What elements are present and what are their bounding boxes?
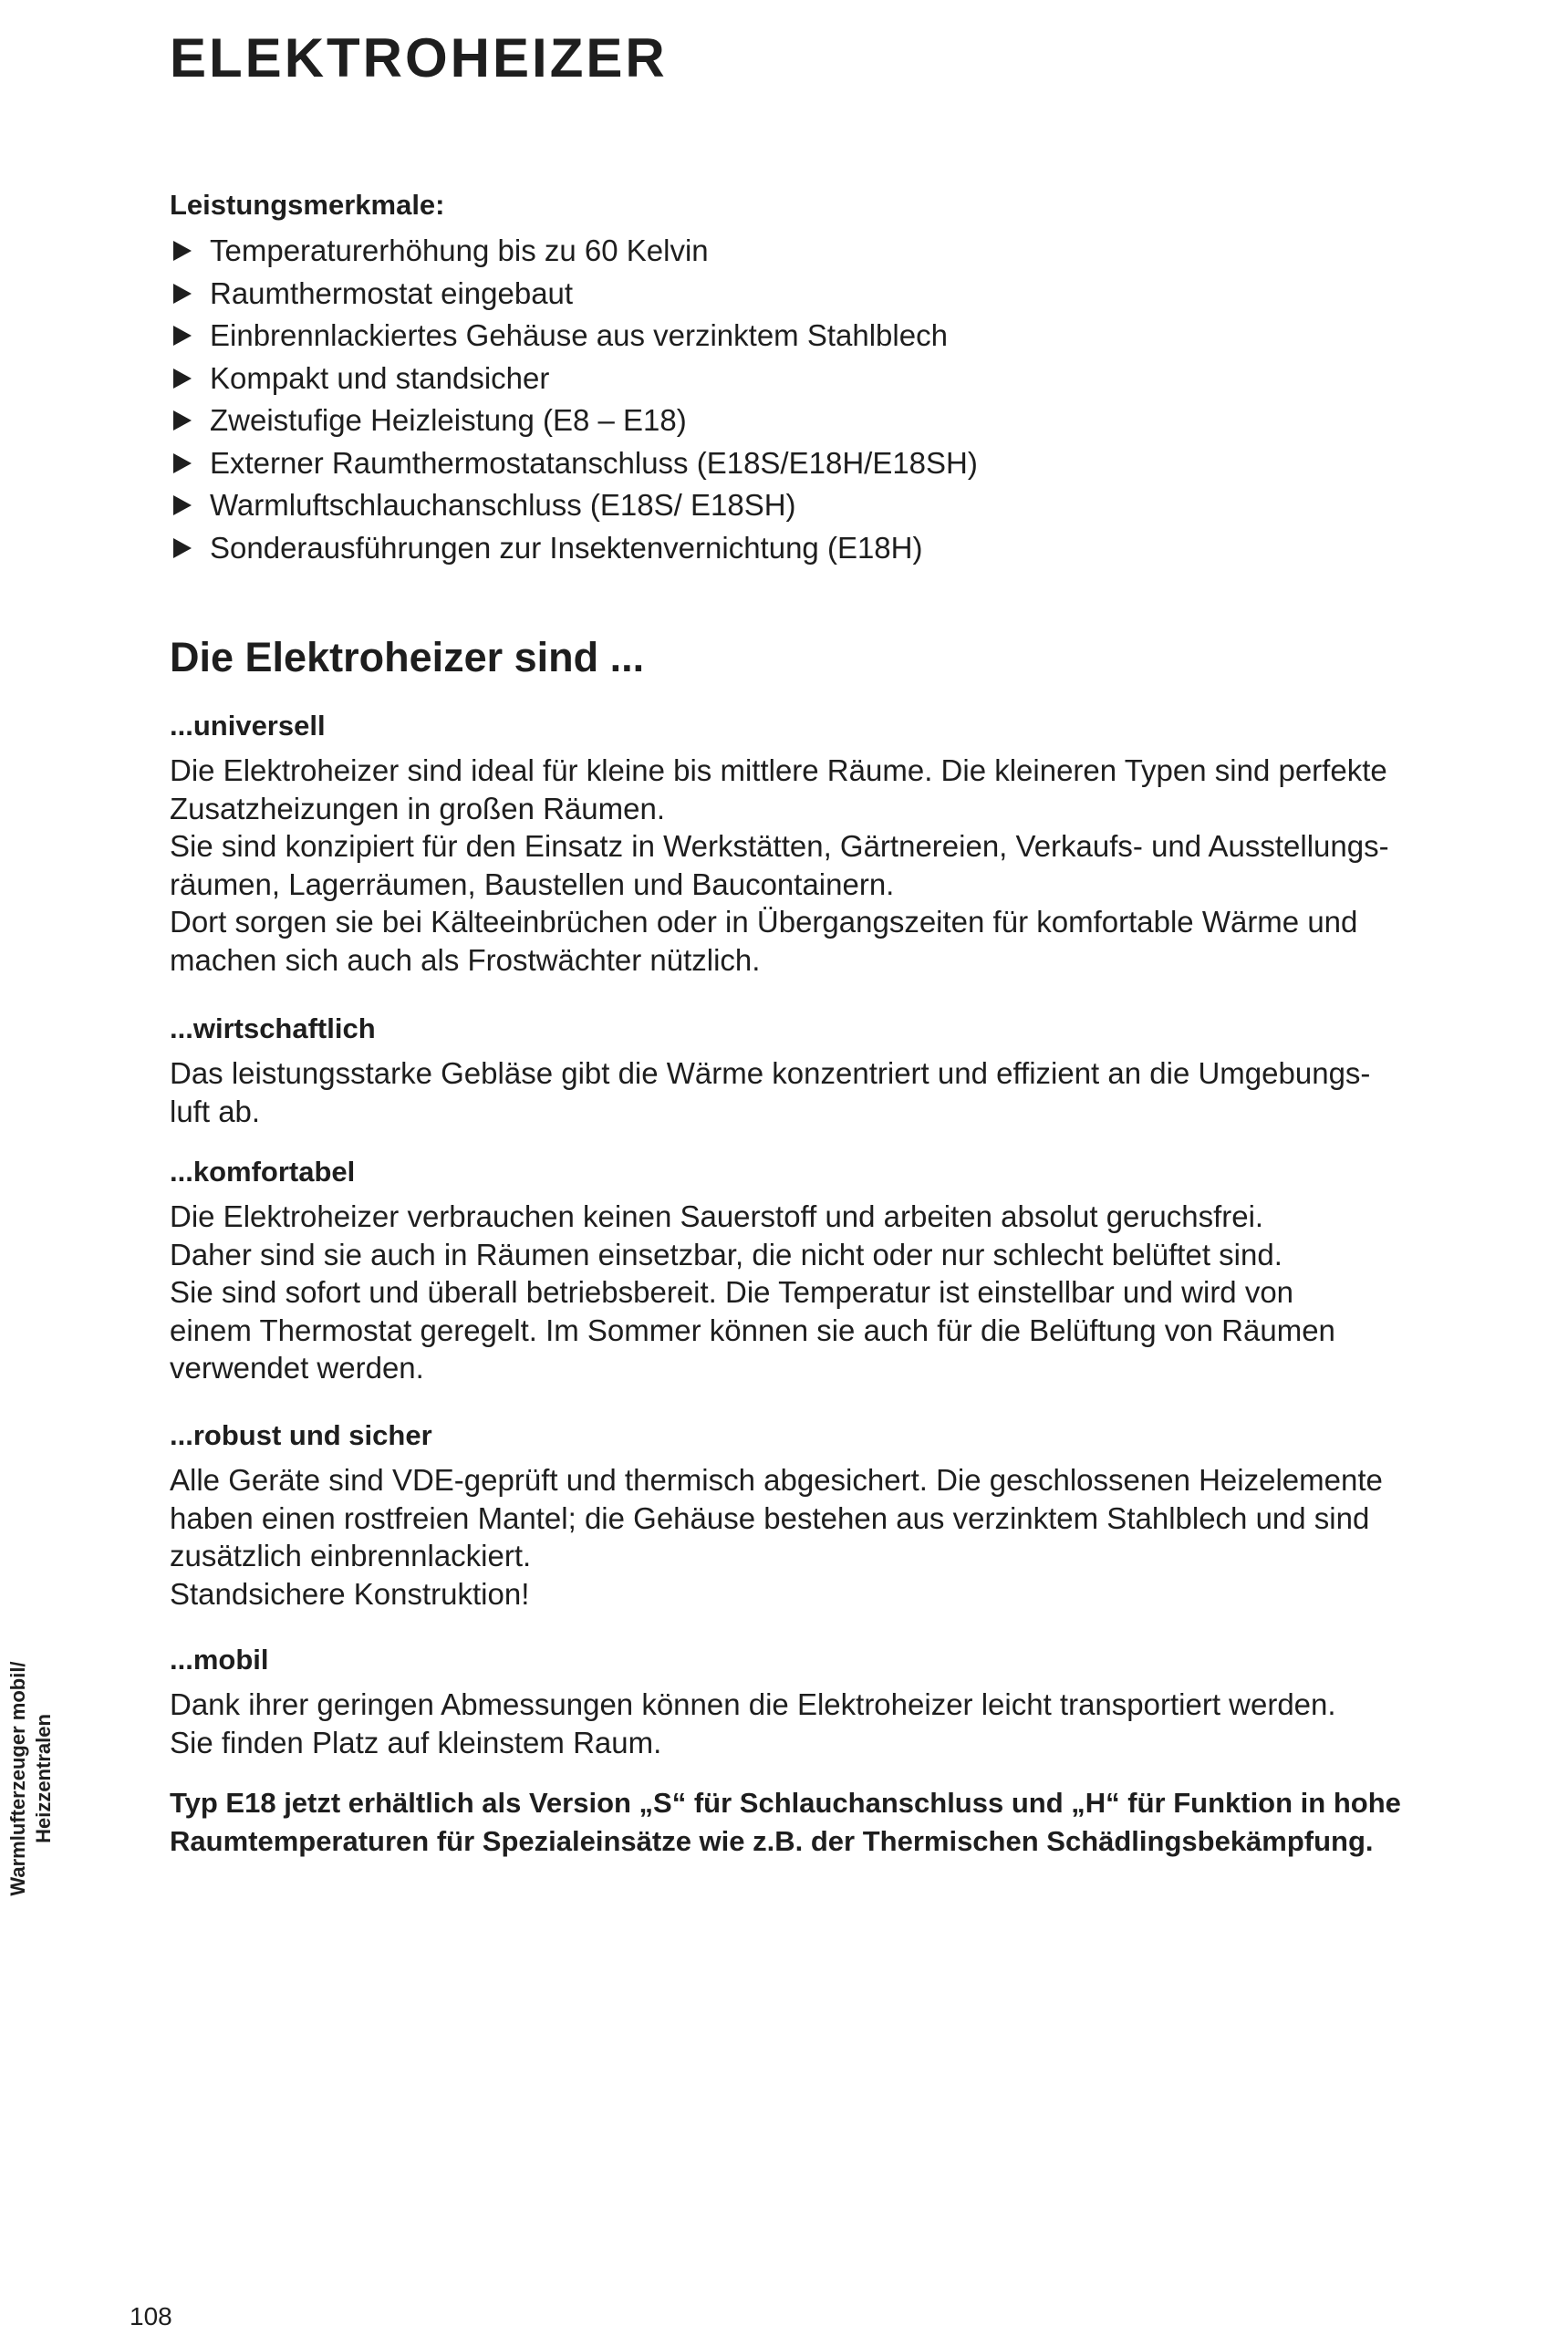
feature-item bbox=[170, 400, 978, 442]
text-line: haben einen rostfreien Mantel; die Gehäuse bestehen aus verzinktem Stahlblech und sind bbox=[170, 1500, 1370, 1535]
feature-item bbox=[170, 484, 978, 527]
feature-item bbox=[170, 315, 978, 358]
text-line: zusätzlich einbrennlackiert. bbox=[170, 1539, 532, 1572]
triangle-bullet-icon bbox=[173, 284, 192, 304]
text-line: Alle Geräte sind VDE-geprüft und thermisch abgesichert. Die geschlossenen Heizelemente bbox=[170, 1463, 1383, 1497]
section-universell bbox=[170, 708, 1520, 979]
triangle-bullet-icon bbox=[173, 538, 192, 558]
text-line: verwendet werden. bbox=[170, 1351, 424, 1385]
text-line: Sie sind sofort und überall betriebsbereit. Die Temperatur ist einstellbar und wird von bbox=[170, 1275, 1294, 1309]
section-robust-und-sicher bbox=[170, 1417, 1520, 1613]
features-heading: Leistungsmerkmale: bbox=[170, 189, 445, 221]
triangle-bullet-icon bbox=[173, 368, 192, 389]
text-line: Dank ihrer geringen Abmessungen können die Elektroheizer leicht transportiert werden. bbox=[170, 1687, 1336, 1721]
section-wirtschaftlich bbox=[170, 1011, 1520, 1130]
text-line: einem Thermostat geregelt. Im Sommer können sie auch für die Belüftung von Räumen bbox=[170, 1313, 1335, 1347]
subsection-heading: ...universell bbox=[170, 710, 326, 742]
triangle-bullet-icon bbox=[173, 410, 192, 431]
subsection-text bbox=[170, 1054, 1520, 1130]
triangle-bullet-icon bbox=[173, 241, 192, 261]
feature-text: Raumthermostat eingebaut bbox=[210, 275, 574, 310]
text-line: Standsichere Konstruktion! bbox=[170, 1576, 530, 1611]
subsection-heading: ...wirtschaftlich bbox=[170, 1012, 376, 1044]
triangle-bullet-icon bbox=[173, 326, 192, 346]
subsection-text bbox=[170, 752, 1520, 979]
subsection-heading: ...robust und sicher bbox=[170, 1419, 432, 1451]
feature-text: Warmluftschlauchanschluss (E18S/ E18SH) bbox=[210, 488, 796, 522]
text-line: Das leistungsstarke Gebläse gibt die Wärme konzentriert und effizient an die Umgebungs- bbox=[170, 1056, 1371, 1090]
triangle-bullet-icon bbox=[173, 453, 192, 473]
text-line: Raumtemperaturen für Spezialeinsätze wie z.B. der Thermischen Schädlingsbekämpfung. bbox=[170, 1824, 1374, 1857]
page-number: 108 bbox=[130, 2302, 172, 2330]
feature-item bbox=[170, 358, 978, 400]
feature-item bbox=[170, 527, 978, 570]
text-line: Sie sind konzipiert für den Einsatz in Werkstätten, Gärtnereien, Verkaufs- und Ausstellungs- bbox=[170, 829, 1389, 863]
text-line: räumen, Lagerräumen, Baustellen und Baucontainern. bbox=[170, 867, 895, 901]
triangle-bullet-icon bbox=[173, 495, 192, 515]
feature-text: Temperaturerhöhung bis zu 60 Kelvin bbox=[210, 234, 709, 267]
feature-item bbox=[170, 273, 978, 316]
text-line: machen sich auch als Frostwächter nützlich. bbox=[170, 942, 761, 977]
feature-text: Externer Raumthermostatanschluss (E18S/E18H/E18SH) bbox=[210, 445, 978, 480]
text-line: luft ab. bbox=[170, 1094, 261, 1128]
page-title: ELEKTROHEIZER bbox=[170, 27, 668, 88]
feature-text: Kompakt und standsicher bbox=[210, 360, 550, 395]
note-text bbox=[170, 1784, 1520, 1860]
side-chapter-label bbox=[5, 1624, 57, 1934]
feature-text: Sonderausführungen zur Insektenvernichtung (E18H) bbox=[210, 530, 923, 565]
text-line: Dort sorgen sie bei Kälteeinbrüchen oder in Übergangszeiten für komfortable Wärme und bbox=[170, 905, 1358, 939]
text-line: Typ E18 jetzt erhältlich als Version „S“ für Schlauchanschluss und „H“ für Funktion in hohe bbox=[170, 1787, 1401, 1819]
section-komfortabel bbox=[170, 1154, 1520, 1387]
side-label-line: Warmlufterzeuger mobil/ bbox=[6, 1661, 29, 1896]
text-line: Daher sind sie auch in Räumen einsetzbar, die nicht oder nur schlecht belüftet sind. bbox=[170, 1237, 1282, 1271]
subsection-heading: ...komfortabel bbox=[170, 1156, 356, 1188]
side-label-line: Heizzentralen bbox=[32, 1714, 55, 1843]
text-line: Die Elektroheizer verbrauchen keinen Sauerstoff und arbeiten absolut geruchsfrei. bbox=[170, 1199, 1264, 1233]
section-mobil bbox=[170, 1642, 1520, 1761]
product-note bbox=[170, 1784, 1520, 1860]
features-list bbox=[170, 230, 978, 569]
subsection-text bbox=[170, 1686, 1520, 1761]
feature-text: Zweistufige Heizleistung (E8 – E18) bbox=[210, 403, 687, 437]
subsection-text bbox=[170, 1461, 1520, 1613]
subsection-text bbox=[170, 1198, 1520, 1387]
text-line: Sie finden Platz auf kleinstem Raum. bbox=[170, 1725, 662, 1759]
feature-item bbox=[170, 442, 978, 485]
text-line: Zusatzheizungen in großen Räumen. bbox=[170, 791, 665, 825]
feature-text: Einbrennlackiertes Gehäuse aus verzinktem Stahlblech bbox=[210, 318, 948, 352]
text-line: Die Elektroheizer sind ideal für kleine bis mittlere Räume. Die kleineren Typen sind perfekte bbox=[170, 753, 1387, 787]
section-heading: Die Elektroheizer sind ... bbox=[170, 634, 645, 680]
subsection-heading: ...mobil bbox=[170, 1644, 269, 1676]
feature-item bbox=[170, 230, 978, 273]
